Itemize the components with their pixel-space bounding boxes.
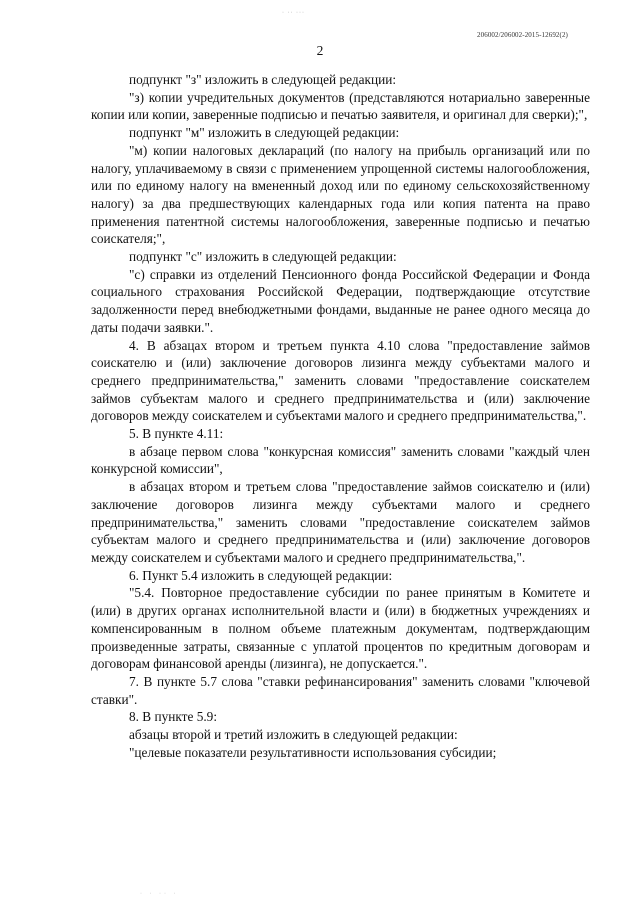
- scan-artifact-marks: · ·· ···: [282, 10, 305, 16]
- scan-artifact-marks-bottom: · · ·· ·: [140, 891, 179, 897]
- paragraph-item-5-first: в абзаце первом слова "конкурсная комиссия" заменить словами "каждый член конкурсной комиссии",: [91, 443, 590, 477]
- document-body: [91, 71, 590, 761]
- paragraph-subpoint-s-intro: подпункт "с" изложить в следующей редакции:: [129, 249, 397, 265]
- paragraph-subpoint-z-text: "з) копии учредительных документов (представляются нотариально заверенные копии или копии, заверенные подписью и печатью заявителя, и оригинал для сверки);",: [91, 89, 590, 123]
- paragraph-subpoint-m-intro: подпункт "м" изложить в следующей редакции:: [129, 125, 400, 141]
- paragraph-subpoint-s-text: "с) справки из отделений Пенсионного фонда Российской Федерации и Фонда социального страхования Российской Федерации, подтверждающие отсутствие задолженности перед внебюджетными фондами, выданные не ранее одного месяца до даты подачи заявки.".: [91, 266, 590, 335]
- paragraph-item-8: 8. В пункте 5.9:: [129, 709, 218, 725]
- page-number: 2: [316, 43, 324, 58]
- paragraph-item-8-text: "целевые показатели результативности использования субсидии;: [129, 744, 497, 760]
- paragraph-item-5-second-third: в абзацах втором и третьем слова "предоставление займов соискателю и (или) заключение договоров лизинга между субъектами малого и среднего предпринимательства," заменить словами "предоставление соискателем займов субъектам малого и среднего предпринимательства и (или) заключение договоров между соискателем и субъектами малого и среднего предпринимательства,".: [91, 479, 590, 565]
- paragraph-item-5: 5. В пункте 4.11:: [129, 426, 224, 442]
- paragraph-item-8-intro: абзацы второй и третий изложить в следующей редакции:: [129, 727, 458, 743]
- paragraph-subpoint-m-text: "м) копии налоговых деклараций (по налогу на прибыль организаций или по налогу, уплачиваемому в связи с применением упрощенной системы налогообложения, или по единому налогу на вмененный доход или по единому сельскохозяйственному налогу) за два предшествующих календарных года или копия патента на право применения патентной системы налогообложения, заверенные подписью и печатью соискателя;",: [91, 142, 590, 247]
- paragraph-item-7: 7. В пункте 5.7 слова "ставки рефинансирования" заменить словами "ключевой ставки".: [91, 673, 590, 707]
- paragraph-item-6-text: "5.4. Повторное предоставление субсидии по ранее принятым в Комитете и (или) в других органах исполнительной власти и (или) в бюджетных учреждениях и компенсированным в полном объеме платежным документам, подтверждающим произведенные затраты, связанные с уплатой процентов по кредитным договорам и договорам финансовой аренды (лизинга), не допускается.".: [91, 585, 590, 672]
- paragraph-item-6: 6. Пункт 5.4 изложить в следующей редакции:: [129, 567, 393, 583]
- paragraph-item-4: 4. В абзацах втором и третьем пункта 4.10 слова "предоставление займов соискателю и (или) заключение договоров лизинга между субъектами малого и среднего предпринимательства," заменить словами "предоставление соискателем займов субъектам малого и среднего предпринимательства и (или) заключение договоров между соискателем и субъектами малого и среднего предпринимательства,".: [91, 337, 590, 424]
- paragraph-subpoint-z-intro: подпункт "з" изложить в следующей редакции:: [129, 72, 397, 87]
- document-registration-code: 206002/206002-2015-12692(2): [477, 31, 568, 39]
